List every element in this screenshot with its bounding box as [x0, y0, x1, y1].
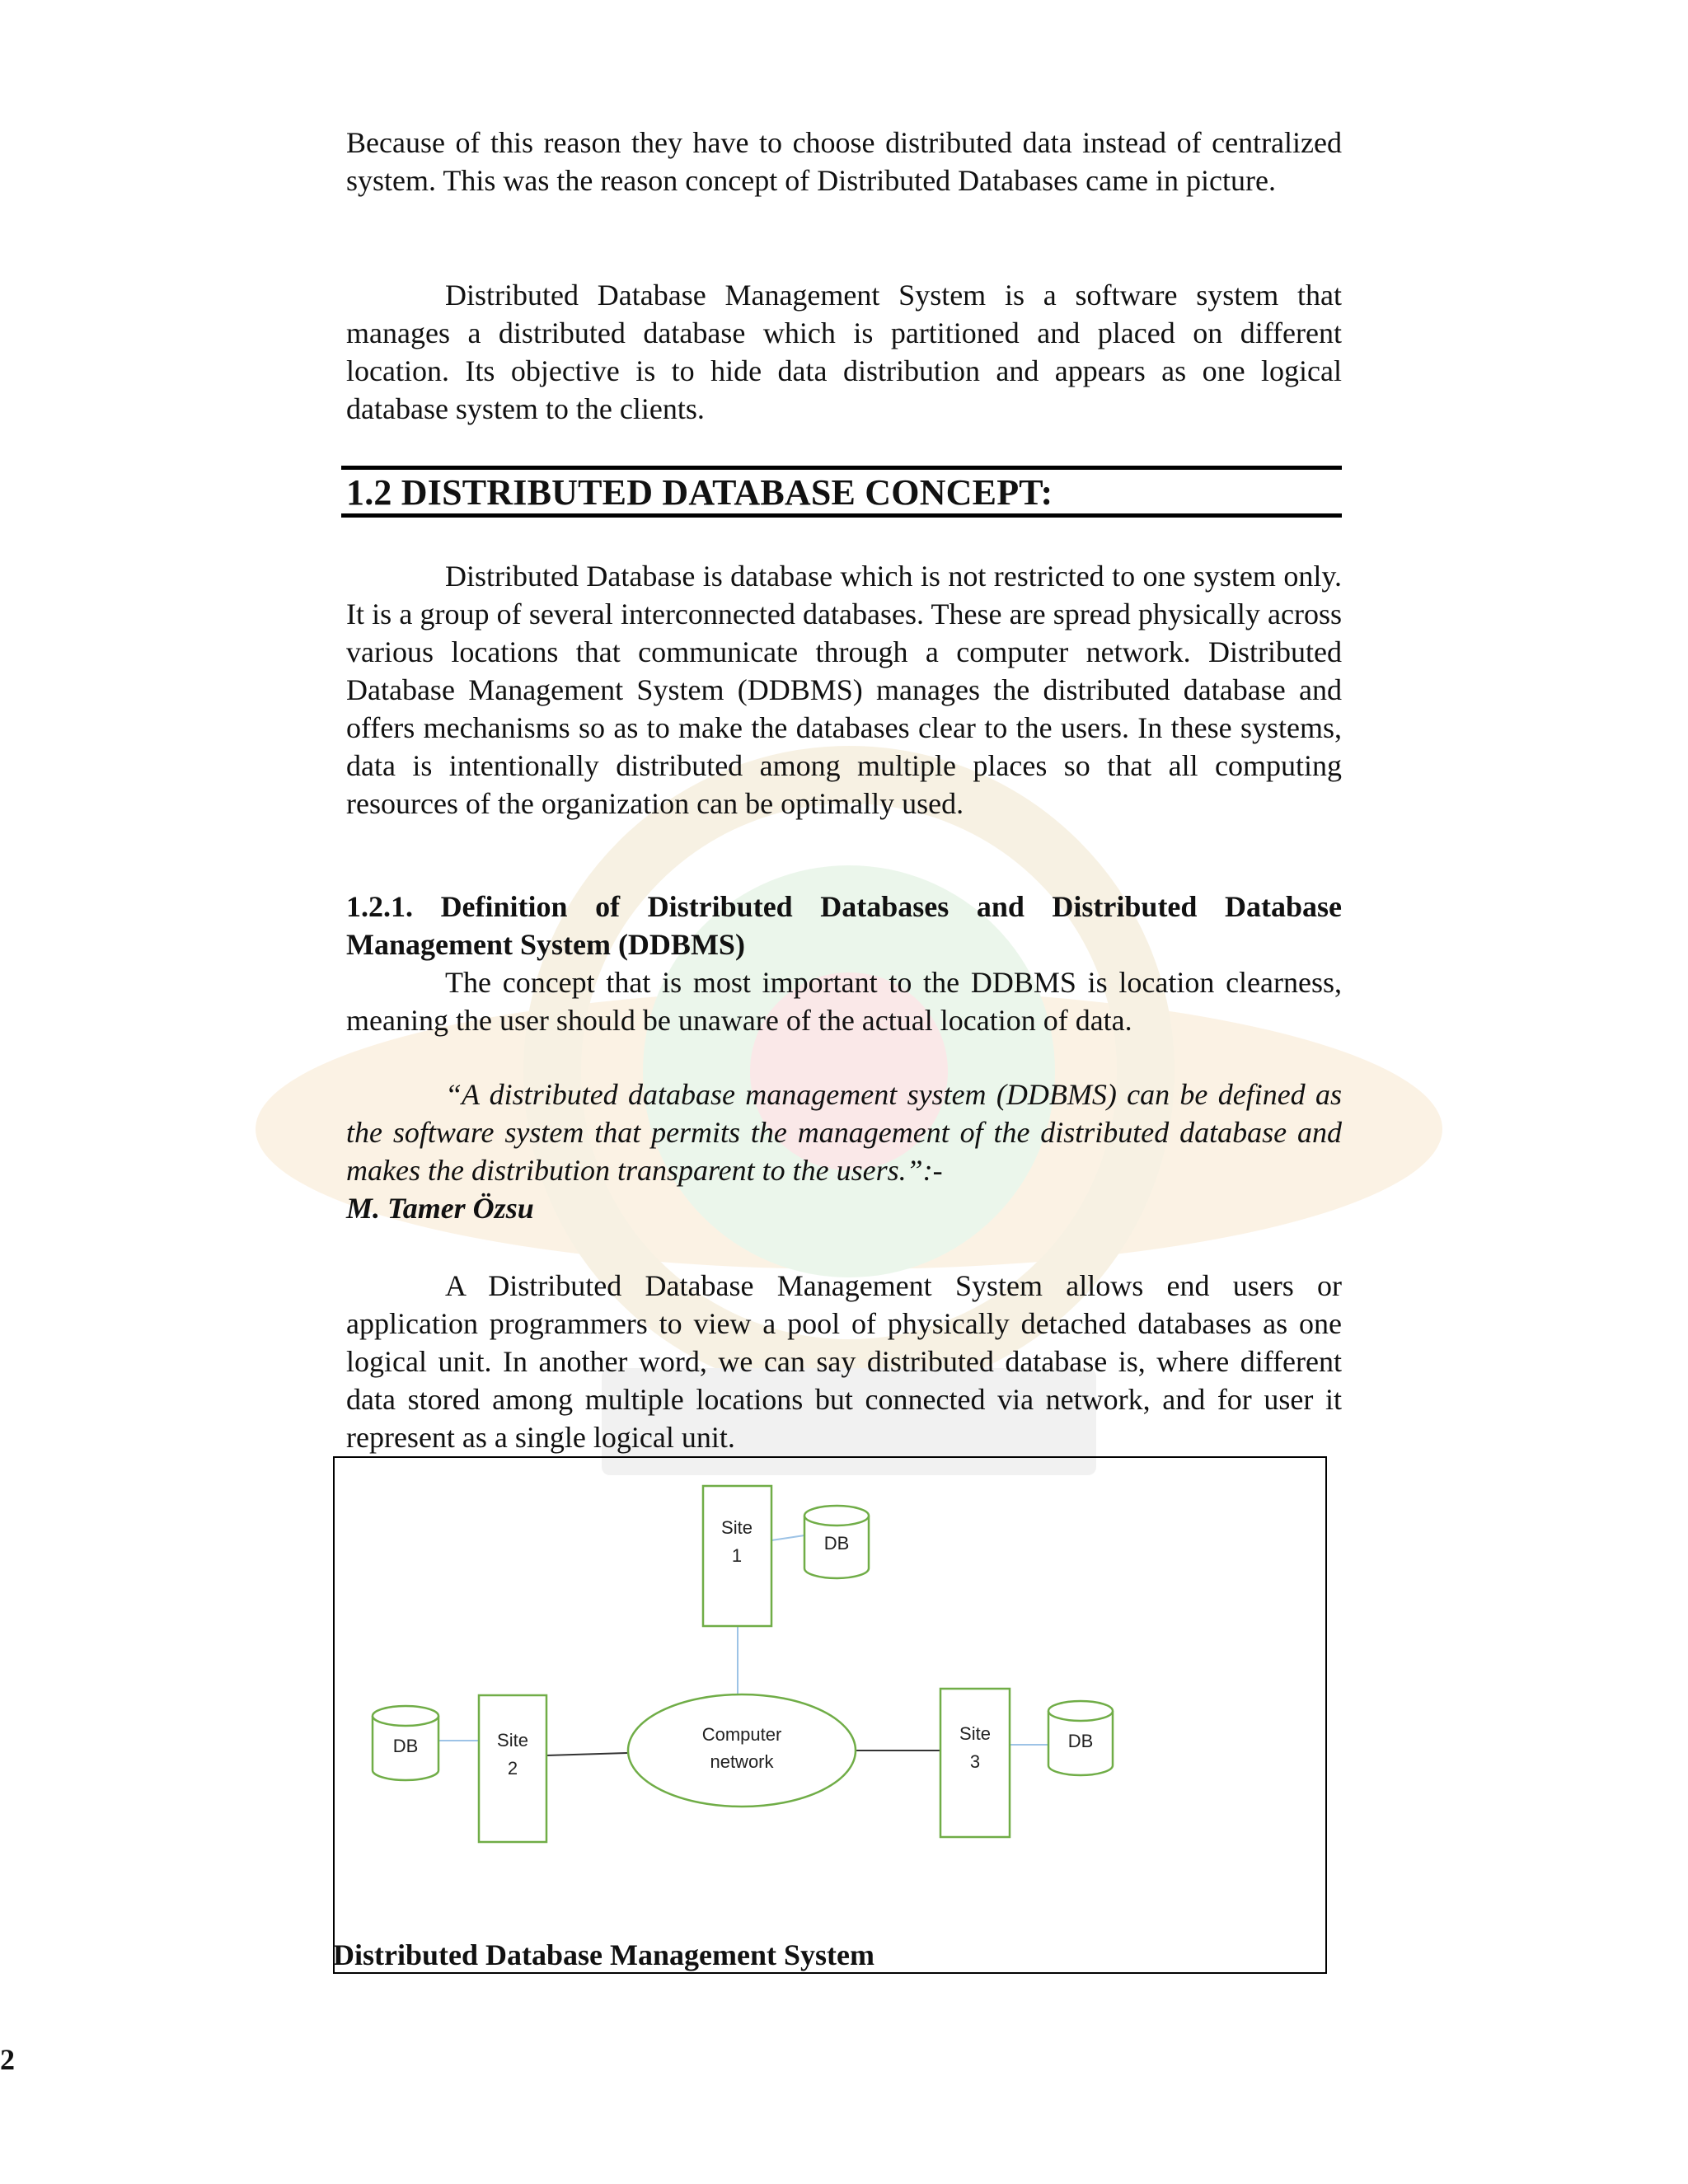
site-1-node	[703, 1486, 771, 1626]
network-label-line1: Computer	[701, 1724, 782, 1745]
computer-network-node	[628, 1694, 856, 1807]
site2-network-connector	[546, 1753, 627, 1755]
subsection-heading: 1.2.1. Definition of Distributed Databases and Distributed Database Management System (DDBMS)	[346, 890, 1342, 961]
closing-paragraph: A Distributed Database Management System allows end users or application programmers to view a pool of physically detached databases as one logical unit. In another word, we can say distributed database is, where different data stored among multiple locations but connected via network, and for user it represent as a single logical unit.	[346, 1269, 1342, 1454]
figure-caption: Distributed Database Management System	[333, 1938, 874, 1971]
ddbms-diagram	[333, 1456, 1327, 1974]
definition-quote	[346, 1076, 1342, 1227]
intro-paragraph: Because of this reason they have to choose distributed data instead of centralized system. This was the reason concept of Distributed Databases came in picture.	[346, 126, 1342, 197]
heading-top-rule	[341, 466, 1342, 470]
site3-number: 3	[969, 1751, 981, 1772]
section-heading: 1.2 DISTRIBUTED DATABASE CONCEPT:	[346, 472, 1053, 513]
site1-label: Site	[721, 1517, 753, 1538]
section-body-paragraph: Distributed Database is database which is not restricted to one system only. It is a group of several interconnected databases. These are spread physically across various locations that communicate through a computer network. Distributed Database Management System (DDBMS) manages the distributed database and offers mechanisms so as to make the databases clear to the users. In these systems, data is intentionally distributed among multiple places so that all computing resources of the organization can be optimally used.	[346, 560, 1342, 820]
quote-author: M. Tamer Özsu	[346, 1192, 534, 1225]
site-3-node	[940, 1689, 1010, 1837]
site-2-db-icon	[373, 1706, 438, 1780]
heading-bottom-rule	[341, 513, 1342, 518]
site1-number: 1	[731, 1545, 743, 1566]
site2-db-label: DB	[392, 1736, 419, 1756]
site3-label: Site	[959, 1723, 991, 1744]
site1-db-connector	[771, 1535, 804, 1540]
site2-label: Site	[497, 1730, 528, 1750]
site-2-node	[479, 1695, 546, 1842]
network-label-line2: network	[710, 1751, 774, 1772]
ddbms-definition-paragraph: Distributed Database Management System is a software system that manages a distributed database which is partitioned and placed on different location. Its objective is to hide data distribution and appears as one logical database system to the clients.	[346, 279, 1342, 425]
quote-text: “A distributed database management system (DDBMS) can be defined as the software system that permits the management of the distributed database and makes the distribution transparent to the users.”:-	[346, 1078, 1342, 1187]
site-3-db-icon	[1048, 1701, 1113, 1775]
site3-db-label: DB	[1067, 1731, 1094, 1751]
site1-db-label: DB	[823, 1533, 850, 1554]
subsection-body-paragraph: The concept that is most important to the DDBMS is location clearness, meaning the user should be unaware of the actual location of data.	[346, 966, 1342, 1037]
page-number: 2	[0, 2043, 15, 2076]
site2-number: 2	[507, 1758, 518, 1779]
site-1-db-icon	[804, 1506, 869, 1578]
